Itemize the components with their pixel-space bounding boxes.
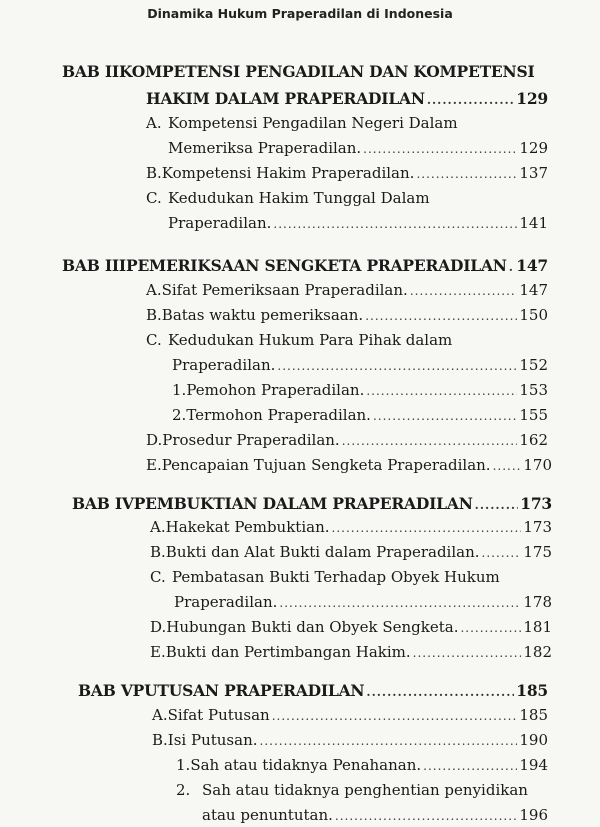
toc-entry-cont — [168, 214, 548, 232]
leader-dots — [509, 260, 514, 274]
chapter-label: BAB IV — [72, 494, 134, 513]
chapter-title: PEMBUKTIAN DALAM PRAPERADILAN — [133, 494, 473, 513]
entry-label: 2. — [172, 406, 187, 424]
toc-entry — [150, 518, 552, 536]
leader-dots — [416, 167, 517, 181]
toc-entry — [146, 331, 548, 349]
page-number: 173 — [520, 494, 552, 513]
entry-title: Hakekat Pembuktian. — [165, 518, 330, 536]
leader-dots — [413, 646, 522, 660]
leader-dots — [493, 459, 522, 473]
toc-entry — [146, 114, 548, 132]
toc-entry — [150, 543, 552, 561]
entry-title: Sifat Putusan — [167, 706, 270, 724]
entry-label: A. — [146, 281, 162, 299]
leader-dots — [475, 498, 519, 512]
entry-title: Prosedur Praperadilan. — [162, 431, 340, 449]
entry-label: D. — [150, 618, 167, 636]
entry-title: Kompetensi Pengadilan Negeri Dalam — [168, 114, 458, 132]
page-number: 129 — [516, 89, 548, 108]
entry-title: Bukti dan Alat Bukti dalam Praperadilan. — [165, 543, 480, 561]
leader-dots — [423, 759, 517, 773]
chapter-2-heading-cont — [146, 89, 548, 108]
entry-label: B. — [146, 306, 162, 324]
chapter-label: BAB V — [78, 681, 133, 700]
leader-dots — [373, 409, 517, 423]
entry-title-cont: Praperadilan. — [168, 214, 272, 232]
page-number: 147 — [519, 281, 548, 299]
leader-dots — [335, 809, 517, 823]
page-number: 190 — [519, 731, 548, 749]
leader-dots — [366, 384, 517, 398]
leader-dots — [410, 284, 518, 298]
toc-entry-cont — [168, 139, 548, 157]
leader-dots — [366, 685, 514, 699]
toc-subentry — [176, 756, 548, 774]
entry-title-cont: atau penuntutan. — [202, 806, 333, 824]
toc-entry-cont — [172, 356, 548, 374]
toc-subentry — [172, 406, 548, 424]
toc-entry — [146, 431, 548, 449]
entry-title: Termohon Praperadilan. — [186, 406, 371, 424]
toc-subentry — [172, 381, 548, 399]
page-number: 175 — [523, 543, 552, 561]
entry-label: A. — [150, 518, 166, 536]
chapter-title-cont: HAKIM DALAM PRAPERADILAN — [146, 89, 425, 108]
leader-dots — [363, 142, 517, 156]
page-number: 141 — [519, 214, 548, 232]
page-number: 162 — [519, 431, 548, 449]
entry-title: Hubungan Bukti dan Obyek Sengketa. — [166, 618, 459, 636]
page-number: 170 — [523, 456, 552, 474]
page-number: 185 — [516, 681, 548, 700]
leader-dots — [260, 734, 518, 748]
page-number: 155 — [519, 406, 548, 424]
leader-dots — [365, 309, 517, 323]
page-number: 181 — [523, 618, 552, 636]
chapter-title: PUTUSAN PRAPERADILAN — [132, 681, 365, 700]
leader-dots — [482, 546, 522, 560]
toc-entry — [146, 281, 548, 299]
entry-label: B. — [152, 731, 168, 749]
toc-entry — [146, 456, 552, 474]
page-number: 178 — [523, 593, 552, 611]
entry-title: Sah atau tidaknya Penahanan. — [190, 756, 422, 774]
entry-label: 1. — [172, 381, 187, 399]
page-number: 185 — [519, 706, 548, 724]
entry-label: A. — [152, 706, 168, 724]
entry-title: Pencapaian Tujuan Sengketa Praperadilan. — [161, 456, 491, 474]
chapter-5-heading — [78, 681, 548, 700]
toc-entry — [152, 731, 548, 749]
entry-title: Batas waktu pemeriksaan. — [161, 306, 364, 324]
entry-title: Isi Putusan. — [167, 731, 258, 749]
running-header: Dinamika Hukum Praperadilan di Indonesia — [147, 6, 453, 21]
chapter-label: BAB III — [62, 256, 126, 275]
toc-entry — [146, 306, 548, 324]
toc-subentry — [176, 781, 548, 799]
page-number: 137 — [519, 164, 548, 182]
entry-title: Sifat Pemeriksaan Praperadilan. — [161, 281, 408, 299]
entry-label: E. — [146, 456, 162, 474]
entry-label: C. — [150, 568, 166, 586]
leader-dots — [342, 434, 518, 448]
entry-label: 2. — [176, 781, 191, 799]
entry-title: Kedudukan Hakim Tunggal Dalam — [168, 189, 430, 207]
entry-title: Pembatasan Bukti Terhadap Obyek Hukum — [172, 568, 500, 586]
entry-label: A. — [146, 114, 162, 132]
toc-entry — [150, 618, 552, 636]
toc-entry-cont — [174, 593, 552, 611]
chapter-3-heading — [62, 256, 548, 275]
entry-title: Sah atau tidaknya penghentian penyidikan — [202, 781, 528, 799]
page-number: 173 — [523, 518, 552, 536]
leader-dots — [460, 621, 521, 635]
toc-entry — [146, 189, 548, 207]
entry-title-cont: Praperadilan. — [172, 356, 276, 374]
leader-dots — [332, 521, 522, 535]
entry-label: B. — [146, 164, 162, 182]
page-number: 152 — [519, 356, 548, 374]
leader-dots — [279, 596, 521, 610]
page-number: 182 — [523, 643, 552, 661]
entry-label: D. — [146, 431, 163, 449]
leader-dots — [273, 217, 517, 231]
entry-label: C. — [146, 331, 162, 349]
page-number: 196 — [519, 806, 548, 824]
entry-title: Kedudukan Hukum Para Pihak dalam — [168, 331, 453, 349]
entry-label: 1. — [176, 756, 191, 774]
entry-title: Kompetensi Hakim Praperadilan. — [161, 164, 415, 182]
entry-label: B. — [150, 543, 166, 561]
leader-dots — [272, 709, 518, 723]
entry-title-cont: Praperadilan. — [174, 593, 278, 611]
leader-dots — [427, 93, 514, 107]
entry-label: C. — [146, 189, 162, 207]
entry-title: Pemohon Praperadilan. — [186, 381, 365, 399]
page-number: 194 — [519, 756, 548, 774]
page-number: 153 — [519, 381, 548, 399]
page-number: 129 — [519, 139, 548, 157]
chapter-4-heading — [72, 494, 552, 513]
chapter-label: BAB II — [62, 62, 119, 81]
entry-label: E. — [150, 643, 166, 661]
chapter-title: KOMPETENSI PENGADILAN DAN KOMPETENSI — [118, 62, 535, 81]
leader-dots — [277, 359, 517, 373]
page-number: 147 — [516, 256, 548, 275]
toc-subentry-cont — [202, 806, 548, 824]
chapter-title: PEMERIKSAAN SENGKETA PRAPERADILAN — [125, 256, 507, 275]
toc-entry — [150, 568, 552, 586]
toc-entry — [146, 164, 548, 182]
toc-entry — [152, 706, 548, 724]
entry-title-cont: Memeriksa Praperadilan. — [168, 139, 362, 157]
page-number: 150 — [519, 306, 548, 324]
entry-title: Bukti dan Pertimbangan Hakim. — [165, 643, 411, 661]
toc-entry — [150, 643, 552, 661]
chapter-2-heading — [62, 62, 535, 81]
